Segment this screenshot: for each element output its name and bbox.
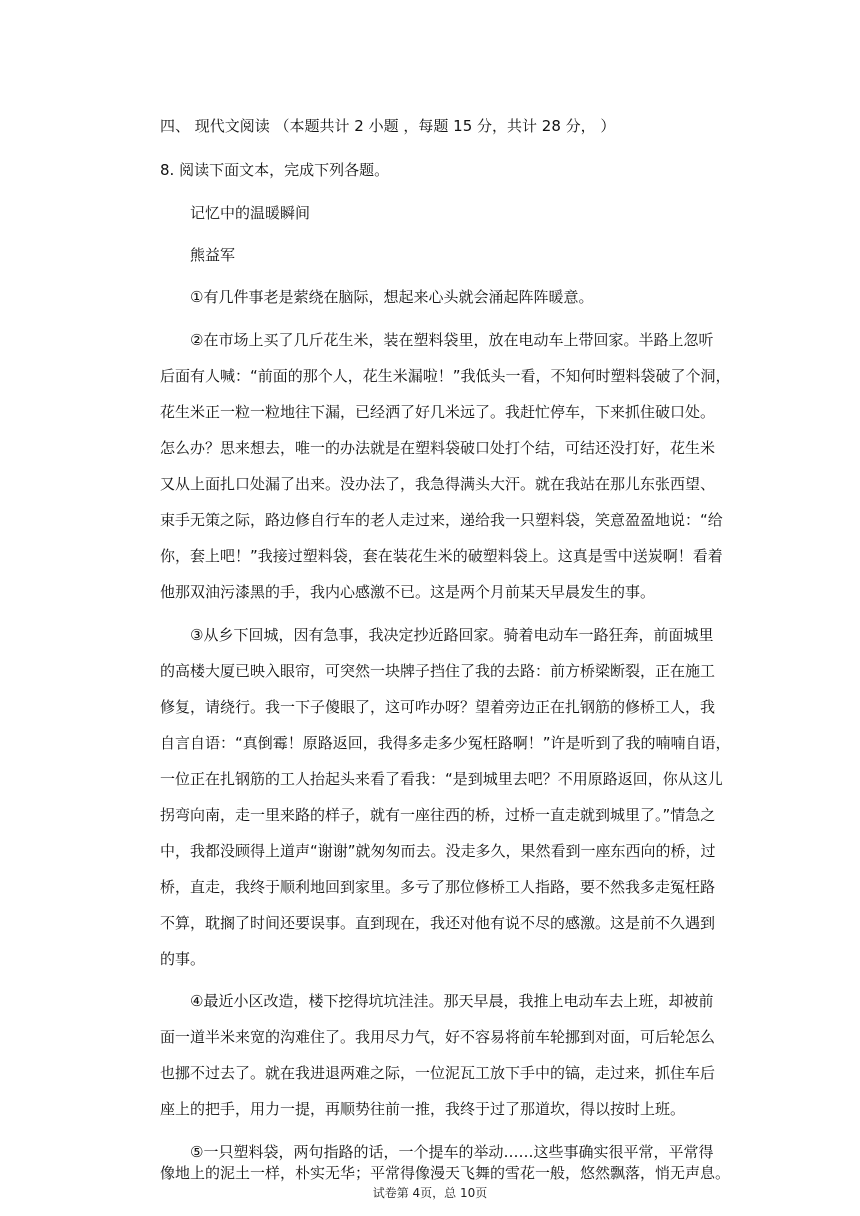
paragraph-line: ①有几件事老是萦绕在脑际，想起来心头就会涌起阵阵暖意。 xyxy=(190,288,594,306)
paragraph-line: ⑤一只塑料袋，两句指路的话，一个提车的举动……这些事确实很平常，平常得 xyxy=(190,1143,714,1161)
paragraph-line: 又从上面扎口处漏了出来。没办法了，我急得满头大汗。就在我站在那儿东张西望、 xyxy=(160,475,716,493)
article-title: 记忆中的温暖瞬间 xyxy=(190,204,311,222)
question-prompt: 8. 阅读下面文本，完成下列各题。 xyxy=(160,161,390,179)
paragraph-line: ③从乡下回城，因有急事，我决定抄近路回家。骑着电动车一路狂奔，前面城里 xyxy=(190,626,714,644)
paragraph-line: 座上的把手，用力一提，再顺势往前一推，我终于过了那道坎，得以按时上班。 xyxy=(160,1100,686,1118)
paragraph-line: 他那双油污漆黑的手，我内心感激不已。这是两个月前某天早晨发生的事。 xyxy=(160,583,656,601)
paragraph-line: 你，套上吧！”我接过塑料袋，套在装花生米的破塑料袋上。这真是雪中送炭啊！看着 xyxy=(160,547,723,565)
paragraph-line: 自言自语：“真倒霉！原路返回，我得多走多少冤枉路啊！”许是听到了我的喃喃自语， xyxy=(160,734,731,752)
article-author: 熊益军 xyxy=(190,246,236,264)
paragraph-line: 不算，耽搁了时间还要误事。直到现在，我还对他有说不尽的感激。这是前不久遇到 xyxy=(160,914,716,932)
paragraph-line: 怎么办？思来想去，唯一的办法就是在塑料袋破口处打个结，可结还没打好，花生米 xyxy=(160,439,716,457)
paragraph-line: 也挪不过去了。就在我进退两难之际，一位泥瓦工放下手中的镐，走过来，抓住车后 xyxy=(160,1064,716,1082)
paragraph-line: 拐弯向南，走一里来路的样子，就有一座往西的桥，过桥一直走就到城里了。”情急之 xyxy=(160,806,716,824)
paragraph-line: 中，我都没顾得上道声“谢谢”就匆匆而去。没走多久，果然看到一座东西向的桥，过 xyxy=(160,842,716,860)
paragraph-line: 后面有人喊：“前面的那个人，花生米漏啦！”我低头一看，不知何时塑料袋破了个洞， xyxy=(160,367,731,385)
paragraph-line: 桥，直走，我终于顺利地回到家里。多亏了那位修桥工人指路，要不然我多走冤枉路 xyxy=(160,878,716,896)
paragraph-line: 束手无策之际，路边修自行车的老人走过来，递给我一只塑料袋，笑意盈盈地说：“给 xyxy=(160,511,723,529)
paragraph-line: ④最近小区改造，楼下挖得坑坑洼洼。那天早晨，我推上电动车去上班，却被前 xyxy=(190,992,714,1010)
paragraph-line: 的高楼大厦已映入眼帘，可突然一块牌子挡住了我的去路：前方桥梁断裂，正在施工 xyxy=(160,662,716,680)
paragraph-line: 一位正在扎钢筋的工人抬起头来看了看我：“是到城里去吧？不用原路返回，你从这儿 xyxy=(160,770,723,788)
paragraph-line: 花生米正一粒一粒地往下漏，已经洒了好几米远了。我赶忙停车，下来抓住破口处。 xyxy=(160,403,716,421)
section-heading: 四、 现代文阅读 （本题共计 2 小题 ，每题 15 分，共计 28 分， ） xyxy=(160,117,616,135)
paragraph-line: 面一道半米来宽的沟难住了。我用尽力气，好不容易将前车轮挪到对面，可后轮怎么 xyxy=(160,1028,716,1046)
page-footer: 试卷第 4页，总 10页 xyxy=(372,1186,488,1200)
paragraph-line: ②在市场上买了几斤花生米，装在塑料袋里，放在电动车上带回家。半路上忽听 xyxy=(190,331,714,349)
paragraph-line: 像地上的泥土一样，朴实无华；平常得像漫天飞舞的雪花一般，悠然飘落，悄无声息。 xyxy=(160,1164,731,1182)
paragraph-line: 的事。 xyxy=(160,950,206,968)
paragraph-line: 修复，请绕行。我一下子傻眼了，这可咋办呀？望着旁边正在扎钢筋的修桥工人，我 xyxy=(160,698,716,716)
